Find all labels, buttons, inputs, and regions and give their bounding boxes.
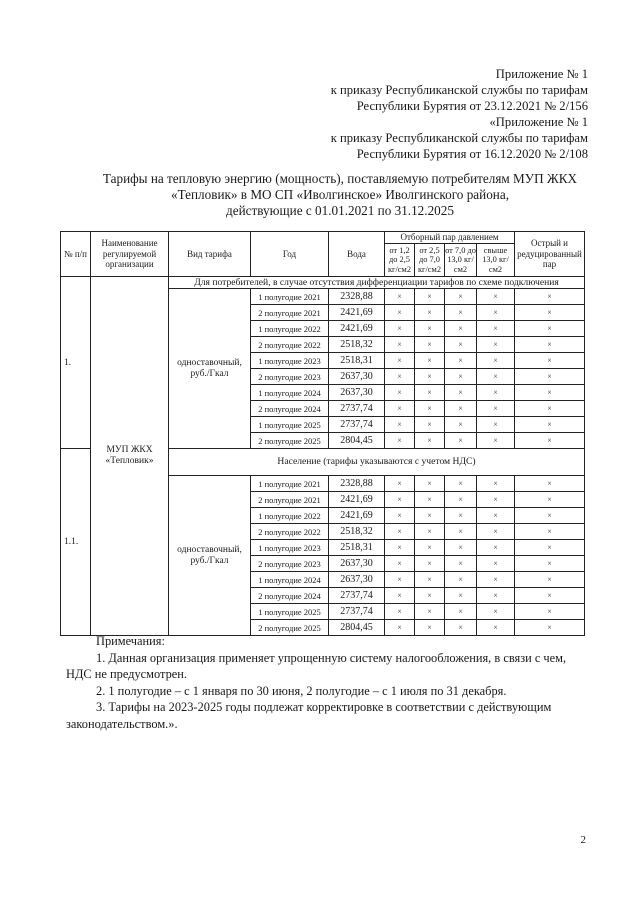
sharp-steam-cell: × bbox=[515, 572, 585, 588]
steam-2-cell: × bbox=[415, 556, 445, 572]
header-steam-1: от 1,2 до 2,5 кг/см2 bbox=[385, 244, 415, 277]
note-3: 3. Тарифы на 2023-2025 годы подлежат корректировке в соответствии с действующим bbox=[96, 700, 552, 714]
steam-4-cell: × bbox=[477, 476, 515, 492]
steam-3-cell: × bbox=[445, 540, 477, 556]
period-cell: 2 полугодие 2023 bbox=[251, 369, 329, 385]
steam-1-cell: × bbox=[385, 588, 415, 604]
water-tariff-cell: 2637,30 bbox=[329, 572, 385, 588]
title-line: действующие с 01.01.2021 по 31.12.2025 bbox=[226, 203, 454, 218]
sharp-steam-cell: × bbox=[515, 433, 585, 449]
steam-1-cell: × bbox=[385, 572, 415, 588]
document-title bbox=[60, 171, 620, 219]
sharp-steam-cell: × bbox=[515, 620, 585, 636]
steam-1-cell: × bbox=[385, 417, 415, 433]
steam-3-cell: × bbox=[445, 433, 477, 449]
water-tariff-cell: 2421,69 bbox=[329, 508, 385, 524]
steam-4-cell: × bbox=[477, 588, 515, 604]
steam-3-cell: × bbox=[445, 556, 477, 572]
sharp-steam-cell: × bbox=[515, 540, 585, 556]
sharp-steam-cell: × bbox=[515, 337, 585, 353]
period-cell: 2 полугодие 2022 bbox=[251, 337, 329, 353]
water-tariff-cell: 2518,31 bbox=[329, 540, 385, 556]
period-cell: 1 полугодие 2024 bbox=[251, 572, 329, 588]
water-tariff-cell: 2421,69 bbox=[329, 492, 385, 508]
steam-2-cell: × bbox=[415, 305, 445, 321]
section-number: 1.1. bbox=[61, 449, 91, 636]
appendix-header bbox=[331, 66, 588, 162]
sharp-steam-cell: × bbox=[515, 369, 585, 385]
period-cell: 2 полугодие 2021 bbox=[251, 305, 329, 321]
tariff-kind: одноставочный, руб./Гкал bbox=[169, 476, 251, 636]
steam-2-cell: × bbox=[415, 604, 445, 620]
steam-3-cell: × bbox=[445, 508, 477, 524]
period-cell: 1 полугодие 2021 bbox=[251, 289, 329, 305]
section-title-row bbox=[61, 277, 585, 289]
steam-4-cell: × bbox=[477, 353, 515, 369]
steam-3-cell: × bbox=[445, 476, 477, 492]
water-tariff-cell: 2421,69 bbox=[329, 305, 385, 321]
sharp-steam-cell: × bbox=[515, 321, 585, 337]
water-tariff-cell: 2737,74 bbox=[329, 401, 385, 417]
period-cell: 2 полугодие 2024 bbox=[251, 401, 329, 417]
period-cell: 1 полугодие 2024 bbox=[251, 385, 329, 401]
steam-4-cell: × bbox=[477, 321, 515, 337]
steam-4-cell: × bbox=[477, 417, 515, 433]
header-sharp-steam: Острый и редуцированный пар bbox=[515, 232, 585, 277]
steam-1-cell: × bbox=[385, 508, 415, 524]
period-cell: 1 полугодие 2022 bbox=[251, 321, 329, 337]
period-cell: 1 полугодие 2021 bbox=[251, 476, 329, 492]
period-cell: 1 полугодие 2023 bbox=[251, 353, 329, 369]
steam-4-cell: × bbox=[477, 492, 515, 508]
steam-2-cell: × bbox=[415, 353, 445, 369]
steam-4-cell: × bbox=[477, 289, 515, 305]
steam-4-cell: × bbox=[477, 556, 515, 572]
steam-3-cell: × bbox=[445, 369, 477, 385]
period-cell: 2 полугодие 2024 bbox=[251, 588, 329, 604]
steam-3-cell: × bbox=[445, 289, 477, 305]
tariff-table bbox=[60, 231, 585, 636]
steam-4-cell: × bbox=[477, 337, 515, 353]
steam-1-cell: × bbox=[385, 337, 415, 353]
steam-2-cell: × bbox=[415, 433, 445, 449]
period-cell: 2 полугодие 2021 bbox=[251, 492, 329, 508]
header-steam-4: свыше 13,0 кг/см2 bbox=[477, 244, 515, 277]
sharp-steam-cell: × bbox=[515, 305, 585, 321]
section-title: Для потребителей, в случае отсутствия дифференциации тарифов по схеме подключения bbox=[169, 277, 585, 289]
steam-2-cell: × bbox=[415, 540, 445, 556]
steam-2-cell: × bbox=[415, 337, 445, 353]
steam-1-cell: × bbox=[385, 540, 415, 556]
sharp-steam-cell: × bbox=[515, 588, 585, 604]
water-tariff-cell: 2518,32 bbox=[329, 524, 385, 540]
note-1: 1. Данная организация применяет упрощенную систему налогообложения, в связи с чем, bbox=[96, 650, 567, 665]
period-cell: 1 полугодие 2022 bbox=[251, 508, 329, 524]
steam-4-cell: × bbox=[477, 540, 515, 556]
steam-3-cell: × bbox=[445, 337, 477, 353]
period-cell: 1 полугодие 2025 bbox=[251, 417, 329, 433]
organization-name: МУП ЖКХ «Тепловик» bbox=[91, 277, 169, 636]
steam-3-cell: × bbox=[445, 492, 477, 508]
steam-4-cell: × bbox=[477, 572, 515, 588]
steam-1-cell: × bbox=[385, 385, 415, 401]
steam-1-cell: × bbox=[385, 353, 415, 369]
header-kind: Вид тарифа bbox=[169, 232, 251, 277]
steam-1-cell: × bbox=[385, 433, 415, 449]
steam-4-cell: × bbox=[477, 508, 515, 524]
sharp-steam-cell: × bbox=[515, 476, 585, 492]
steam-1-cell: × bbox=[385, 524, 415, 540]
steam-3-cell: × bbox=[445, 604, 477, 620]
steam-2-cell: × bbox=[415, 620, 445, 636]
steam-1-cell: × bbox=[385, 556, 415, 572]
steam-4-cell: × bbox=[477, 433, 515, 449]
steam-3-cell: × bbox=[445, 620, 477, 636]
sharp-steam-cell: × bbox=[515, 289, 585, 305]
appendix-order-date: Республики Бурятия от 23.12.2021 № 2/156 bbox=[356, 99, 588, 113]
steam-2-cell: × bbox=[415, 321, 445, 337]
steam-3-cell: × bbox=[445, 417, 477, 433]
steam-2-cell: × bbox=[415, 588, 445, 604]
water-tariff-cell: 2737,74 bbox=[329, 604, 385, 620]
period-cell: 1 полугодие 2023 bbox=[251, 540, 329, 556]
steam-4-cell: × bbox=[477, 369, 515, 385]
sharp-steam-cell: × bbox=[515, 417, 585, 433]
steam-4-cell: × bbox=[477, 305, 515, 321]
steam-3-cell: × bbox=[445, 353, 477, 369]
header-num: № п/п bbox=[61, 232, 91, 277]
sharp-steam-cell: × bbox=[515, 604, 585, 620]
period-cell: 2 полугодие 2022 bbox=[251, 524, 329, 540]
water-tariff-cell: 2637,30 bbox=[329, 556, 385, 572]
steam-3-cell: × bbox=[445, 572, 477, 588]
steam-1-cell: × bbox=[385, 401, 415, 417]
steam-1-cell: × bbox=[385, 604, 415, 620]
steam-4-cell: × bbox=[477, 620, 515, 636]
water-tariff-cell: 2804,45 bbox=[329, 620, 385, 636]
steam-2-cell: × bbox=[415, 401, 445, 417]
steam-2-cell: × bbox=[415, 385, 445, 401]
steam-4-cell: × bbox=[477, 385, 515, 401]
header-steam-group: Отборный пар давлением bbox=[385, 232, 515, 244]
steam-2-cell: × bbox=[415, 524, 445, 540]
steam-2-cell: × bbox=[415, 508, 445, 524]
steam-1-cell: × bbox=[385, 620, 415, 636]
steam-1-cell: × bbox=[385, 305, 415, 321]
water-tariff-cell: 2737,74 bbox=[329, 588, 385, 604]
appendix-title: Приложение № 1 bbox=[495, 67, 588, 81]
tariff-kind: одноставочный, руб./Гкал bbox=[169, 289, 251, 449]
steam-2-cell: × bbox=[415, 476, 445, 492]
header-water: Вода bbox=[329, 232, 385, 277]
water-tariff-cell: 2804,45 bbox=[329, 433, 385, 449]
steam-4-cell: × bbox=[477, 401, 515, 417]
water-tariff-cell: 2328,88 bbox=[329, 476, 385, 492]
header-steam-2: от 2,5 до 7,0 кг/см2 bbox=[415, 244, 445, 277]
period-cell: 2 полугодие 2025 bbox=[251, 620, 329, 636]
title-line: Тарифы на тепловую энергию (мощность), поставляемую потребителям МУП ЖКХ bbox=[102, 171, 578, 186]
steam-1-cell: × bbox=[385, 321, 415, 337]
sharp-steam-cell: × bbox=[515, 385, 585, 401]
period-cell: 1 полугодие 2025 bbox=[251, 604, 329, 620]
steam-3-cell: × bbox=[445, 321, 477, 337]
sharp-steam-cell: × bbox=[515, 353, 585, 369]
original-appendix-title: «Приложение № 1 bbox=[489, 115, 588, 129]
header-steam-3: от 7,0 до 13,0 кг/см2 bbox=[445, 244, 477, 277]
water-tariff-cell: 2518,31 bbox=[329, 353, 385, 369]
water-tariff-cell: 2328,88 bbox=[329, 289, 385, 305]
steam-1-cell: × bbox=[385, 289, 415, 305]
note-2: 2. 1 полугодие – с 1 января по 30 июня, 2 полугодие – с 1 июля по 31 декабря. bbox=[96, 683, 507, 698]
steam-3-cell: × bbox=[445, 524, 477, 540]
steam-2-cell: × bbox=[415, 289, 445, 305]
sharp-steam-cell: × bbox=[515, 524, 585, 540]
steam-2-cell: × bbox=[415, 492, 445, 508]
notes-block bbox=[66, 633, 585, 732]
sharp-steam-cell: × bbox=[515, 508, 585, 524]
section-number: 1. bbox=[61, 277, 91, 449]
original-appendix-order-ref: к приказу Республиканской службы по тарифам bbox=[330, 131, 588, 145]
water-tariff-cell: 2421,69 bbox=[329, 321, 385, 337]
water-tariff-cell: 2737,74 bbox=[329, 417, 385, 433]
steam-4-cell: × bbox=[477, 524, 515, 540]
water-tariff-cell: 2637,30 bbox=[329, 385, 385, 401]
notes-heading: Примечания: bbox=[96, 634, 165, 648]
note-3-cont: законодательством.». bbox=[66, 716, 178, 731]
appendix-order-ref: к приказу Республиканской службы по тарифам bbox=[330, 83, 588, 97]
steam-1-cell: × bbox=[385, 492, 415, 508]
period-cell: 2 полугодие 2023 bbox=[251, 556, 329, 572]
sharp-steam-cell: × bbox=[515, 556, 585, 572]
original-appendix-order-date: Республики Бурятия от 16.12.2020 № 2/108 bbox=[356, 147, 588, 161]
header-org: Наименование регулируемой организации bbox=[91, 232, 169, 277]
section-title: Население (тарифы указываются с учетом НДС) bbox=[169, 449, 585, 476]
water-tariff-cell: 2637,30 bbox=[329, 369, 385, 385]
steam-1-cell: × bbox=[385, 369, 415, 385]
header-year: Год bbox=[251, 232, 329, 277]
steam-2-cell: × bbox=[415, 369, 445, 385]
page-number: 2 bbox=[580, 834, 586, 846]
sharp-steam-cell: × bbox=[515, 492, 585, 508]
steam-3-cell: × bbox=[445, 305, 477, 321]
steam-4-cell: × bbox=[477, 604, 515, 620]
period-cell: 2 полугодие 2025 bbox=[251, 433, 329, 449]
steam-3-cell: × bbox=[445, 385, 477, 401]
steam-3-cell: × bbox=[445, 401, 477, 417]
sharp-steam-cell: × bbox=[515, 401, 585, 417]
water-tariff-cell: 2518,32 bbox=[329, 337, 385, 353]
steam-2-cell: × bbox=[415, 572, 445, 588]
steam-1-cell: × bbox=[385, 476, 415, 492]
steam-2-cell: × bbox=[415, 417, 445, 433]
note-1-cont: НДС не предусмотрен. bbox=[66, 667, 188, 681]
steam-3-cell: × bbox=[445, 588, 477, 604]
title-line: «Тепловик» в МО СП «Иволгинское» Иволгинского района, bbox=[170, 187, 509, 202]
